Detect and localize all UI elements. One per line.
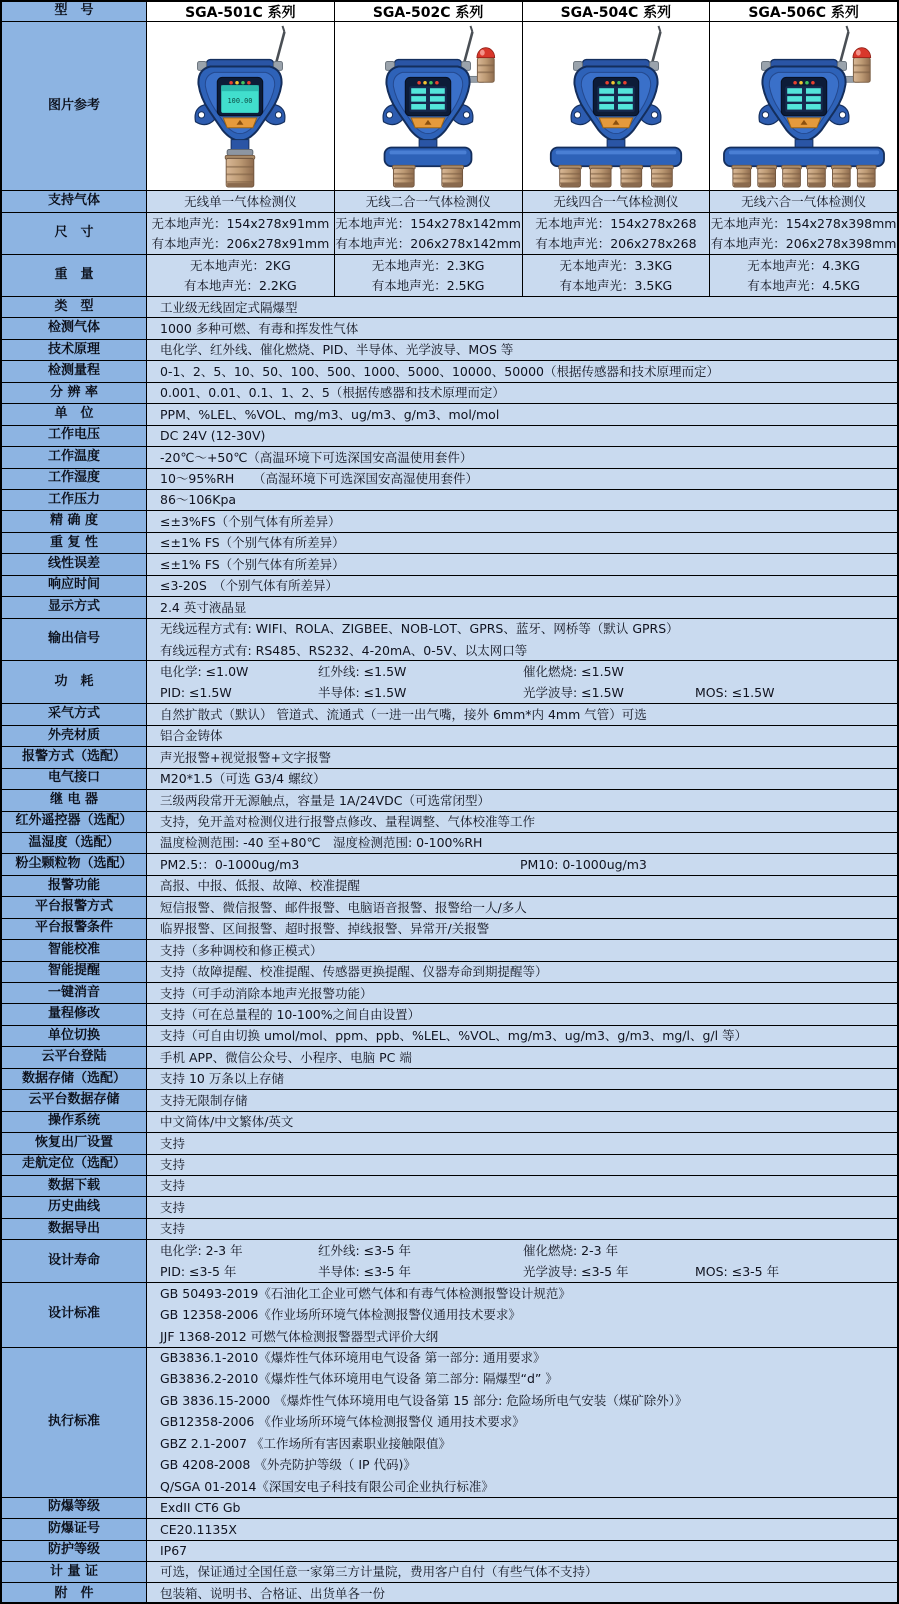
spec-value: 支持 10 万条以上存储 — [160, 1071, 284, 1087]
spec-row — [2, 897, 897, 918]
spec-row-content — [147, 876, 897, 896]
spec-row-label: 技术原理 — [2, 340, 147, 360]
spec-grid-line — [160, 1240, 897, 1261]
spec-row — [2, 1176, 897, 1197]
spec-grid-value: 电化学: ≤1.0W — [160, 663, 249, 679]
spec-value: 手机 APP、微信公众号、小程序、电脑 PC 端 — [160, 1049, 412, 1065]
spec-grid-value: 红外线: ≤1.5W — [318, 663, 407, 679]
spec-row-content — [147, 426, 897, 446]
spec-value: JJF 1368-2012 可燃气体检测报警器型式评价大纲 — [160, 1328, 439, 1344]
spec-row-content — [147, 897, 897, 917]
spec-value: 有线远程方式有: RS485、RS232、4-20mA、0-5V、以太网口等 — [160, 642, 528, 658]
spec-row — [2, 1219, 897, 1240]
spec-row — [2, 1004, 897, 1025]
product-value: 无线二合一气体检测仪 — [365, 193, 491, 209]
spec-row-content — [147, 812, 897, 832]
spec-row-content — [147, 1112, 897, 1132]
spec-grid-value: 电化学: 2-3 年 — [160, 1242, 243, 1258]
spec-value: 铝合金铸体 — [160, 728, 223, 744]
spec-row-label: 数据导出 — [2, 1219, 147, 1239]
spec-row-label: 防爆证号 — [2, 1519, 147, 1539]
product-value: 无本地声光：154x278x142mm — [335, 215, 521, 231]
spec-row — [2, 833, 897, 854]
product-value: 有本地声光：206x278x142mm — [335, 235, 521, 251]
spec-value: GB3836.1-2010《爆炸性气体环境用电气设备 第一部分: 通用要求》 — [160, 1350, 546, 1365]
spec-row-label: 重 复 性 — [2, 533, 147, 553]
spec-row — [2, 297, 897, 318]
spec-row-content — [147, 983, 897, 1003]
spec-row-label: 工作湿度 — [2, 469, 147, 489]
product-row — [2, 191, 897, 213]
spec-value: 支持 — [160, 1135, 186, 1151]
spec-row-content — [147, 1283, 897, 1346]
spec-row-label: 操作系统 — [2, 1112, 147, 1132]
spec-row-content — [147, 1219, 897, 1239]
spec-row-content — [147, 490, 897, 510]
spec-row — [2, 1197, 897, 1218]
spec-row-content — [147, 1155, 897, 1175]
spec-row — [2, 318, 897, 339]
spec-value: ≤±3%FS（个别气体有所差异） — [160, 513, 341, 529]
spec-grid-value: PM2.5:：0-1000ug/m3 — [160, 856, 300, 872]
spec-value: Q/SGA 01-2014《深国安电子科技有限公司企业执行标准》 — [160, 1478, 494, 1494]
product-value: 有本地声光：4.5KG — [747, 277, 860, 293]
spec-row-label: 平台报警方式 — [2, 897, 147, 917]
spec-row — [2, 490, 897, 511]
spec-row — [2, 597, 897, 618]
spec-value: 可选，保证通过全国任意一家第三方计量院，费用客户自付（有些气体不支持） — [160, 1564, 598, 1580]
spec-row-label: 功 耗 — [2, 661, 147, 703]
product-value: 无本地声光：4.3KG — [747, 257, 860, 273]
spec-row-label: 红外遥控器（选配） — [2, 812, 147, 832]
product-value: 无本地声光：154x278x398mm — [710, 215, 897, 231]
spec-value: M20*1.5（可选 G3/4 螺纹） — [160, 771, 326, 787]
spec-value: 高报、中报、低报、故障、校准提醒 — [160, 878, 361, 894]
svg-text:100.00: 100.00 — [227, 97, 253, 106]
spec-row-label: 报警方式（选配） — [2, 747, 147, 767]
spec-row-label: 附 件 — [2, 1583, 147, 1604]
spec-row-content — [147, 404, 897, 424]
spec-value: GB12358-2006 《作业场所环境气体检测报警仪 通用技术要求》 — [160, 1414, 525, 1430]
spec-row-content — [147, 790, 897, 810]
product-value: 有本地声光：3.5KG — [559, 277, 673, 293]
spec-grid-value — [695, 661, 897, 682]
spec-row-label: 恢复出厂设置 — [2, 1133, 147, 1153]
spec-row-label: 输出信号 — [2, 619, 147, 661]
spec-row — [2, 1047, 897, 1068]
sga-504c-detector-image-cell — [523, 22, 711, 190]
model-name-1: SGA-502C 系列 — [335, 2, 523, 21]
spec-row — [2, 876, 897, 897]
spec-row-label: 工作压力 — [2, 490, 147, 510]
spec-value: DC 24V (12-30V) — [160, 428, 266, 444]
spec-row — [2, 554, 897, 575]
spec-row — [2, 383, 897, 404]
spec-row-content — [147, 1498, 897, 1518]
spec-row-content — [147, 511, 897, 531]
spec-row-content — [147, 340, 897, 360]
spec-row-content — [147, 726, 897, 746]
spec-row — [2, 511, 897, 532]
product-value: 无本地声光：2KG — [189, 257, 291, 273]
spec-row-label: 工作温度 — [2, 447, 147, 467]
product-value-cell — [147, 191, 335, 212]
product-value: 有本地声光：206x278x91mm — [151, 235, 330, 251]
spec-value: 支持 — [160, 1221, 186, 1237]
spec-value: GB 3836.15-2000 《爆炸性气体环境用电气设备第 15 部分: 危险场所电气安装（煤矿除外）》 — [160, 1392, 688, 1408]
product-value: 有本地声光：206x278x268 — [535, 235, 697, 251]
spec-value: PPM、%LEL、%VOL、mg/m3、ug/m3、g/m3、mol/mol — [160, 406, 500, 422]
spec-row-label: 智能校准 — [2, 940, 147, 960]
model-name-0: SGA-501C 系列 — [147, 2, 335, 21]
spec-row — [2, 1283, 897, 1347]
spec-row-label: 历史曲线 — [2, 1197, 147, 1217]
spec-row — [2, 704, 897, 725]
model-row-label: 型 号 — [2, 2, 147, 21]
spec-value: 包装箱、说明书、合格证、出货单各一份 — [160, 1586, 386, 1602]
spec-grid-value: 红外线: ≤3-5 年 — [318, 1242, 412, 1258]
spec-value: 86～106Kpa — [160, 492, 237, 508]
product-value-cell — [335, 191, 523, 212]
spec-value: 电化学、红外线、催化燃烧、PID、半导体、光学波导、MOS 等 — [160, 342, 514, 358]
spec-row-label: 设计寿命 — [2, 1240, 147, 1282]
product-value: 无线单一气体检测仪 — [184, 193, 297, 209]
product-row-label: 支持气体 — [2, 191, 147, 212]
spec-value: 温度检测范围: -40 至+80℃ 湿度检测范围: 0-100%RH — [160, 835, 483, 851]
spec-grid-value: 催化燃烧: ≤1.5W — [523, 663, 624, 679]
spec-row-content — [147, 1176, 897, 1196]
spec-value: 支持（故障提醒、校准提醒、传感器更换提醒、仪器寿命到期提醒等） — [160, 964, 548, 980]
spec-row — [2, 1026, 897, 1047]
sga-502c-detector-image — [335, 23, 521, 189]
spec-grid-line — [160, 661, 897, 682]
spec-row — [2, 812, 897, 833]
spec-row — [2, 469, 897, 490]
spec-row — [2, 1348, 897, 1498]
spec-value: 工业级无线固定式隔爆型 — [160, 299, 298, 315]
spec-row-label: 显示方式 — [2, 597, 147, 617]
spec-grid-value: 光学波导: ≤3-5 年 — [523, 1264, 629, 1280]
spec-row-label: 走航定位（选配） — [2, 1155, 147, 1175]
spec-row — [2, 790, 897, 811]
product-value: 无本地声光：154x278x91mm — [151, 215, 330, 231]
spec-value: GB 4208-2008 《外壳防护等级（ IP 代码)》 — [160, 1457, 416, 1473]
spec-value: 支持 — [160, 1199, 186, 1215]
alarm-beacon — [468, 48, 495, 83]
spec-row-content — [147, 1004, 897, 1024]
spec-row-label: 类 型 — [2, 297, 147, 317]
spec-value: 0.001、0.01、0.1、1、2、5（根据传感器和技术原理而定） — [160, 385, 505, 401]
product-value-cell — [710, 255, 897, 296]
spec-row-label: 单位切换 — [2, 1026, 147, 1046]
product-value: 无本地声光：3.3KG — [559, 257, 673, 273]
spec-value: ≤3-20S （个别气体有所差异） — [160, 578, 339, 594]
spec-row-label: 数据下载 — [2, 1176, 147, 1196]
spec-grid-value: 光学波导: ≤1.5W — [523, 685, 624, 701]
spec-grid-value: 催化燃烧: 2-3 年 — [523, 1242, 619, 1258]
spec-row — [2, 447, 897, 468]
spec-row — [2, 1498, 897, 1519]
spec-row-content — [147, 1197, 897, 1217]
spec-row-content — [147, 1133, 897, 1153]
image-row-label: 图片参考 — [2, 22, 147, 190]
product-value: 有本地声光：2.2KG — [183, 277, 297, 293]
spec-value: 支持（可手动消除本地声光报警功能） — [160, 985, 373, 1001]
spec-row-label: 工作电压 — [2, 426, 147, 446]
product-value-cell — [147, 255, 335, 296]
spec-value: IP67 — [160, 1543, 188, 1559]
spec-row-label: 执行标准 — [2, 1348, 147, 1497]
product-value: 无本地声光：154x278x268 — [535, 215, 697, 231]
spec-row-label: 计 量 证 — [2, 1562, 147, 1582]
product-value-cell — [523, 213, 711, 254]
spec-value: 三级两段常开无源触点，容量是 1A/24VDC（可选常闭型） — [160, 792, 490, 808]
spec-row-label: 报警功能 — [2, 876, 147, 896]
spec-row-content — [147, 619, 897, 661]
sga-501c-detector-image-cell — [147, 22, 335, 190]
sga-506c-detector-image-cell — [710, 22, 897, 190]
spec-value: ≤±1% FS（个别气体有所差异） — [160, 556, 345, 572]
spec-grid-value: 半导体: ≤1.5W — [318, 685, 407, 701]
spec-value: 0-1、2、5、10、50、100、500、1000、5000、10000、50000（根据传感器和技术原理而定） — [160, 363, 720, 379]
spec-row-content — [147, 554, 897, 574]
product-row-label: 尺 寸 — [2, 213, 147, 254]
spec-value: 自然扩散式（默认） 管道式、流通式（一进一出气嘴，接外 6mm*内 4mm 气管）可选 — [160, 706, 647, 722]
spec-row — [2, 919, 897, 940]
spec-value: 临界报警、区间报警、超时报警、掉线报警、异常开/关报警 — [160, 921, 490, 937]
spec-row-label: 云平台登陆 — [2, 1047, 147, 1067]
spec-row-content — [147, 747, 897, 767]
alarm-beacon — [843, 48, 870, 83]
spec-row-label: 粉尘颗粒物（选配） — [2, 854, 147, 874]
spec-value: GB 12358-2006《作业场所环境气体检测报警仪通用技术要求》 — [160, 1307, 521, 1323]
spec-row-content — [147, 940, 897, 960]
spec-row — [2, 404, 897, 425]
spec-row — [2, 661, 897, 704]
spec-row-label: 智能提醒 — [2, 962, 147, 982]
spec-grid-value: MOS: ≤1.5W — [695, 685, 775, 701]
spec-row-content — [147, 919, 897, 939]
spec-row — [2, 940, 897, 961]
spec-value: 2.4 英寸液晶显 — [160, 599, 247, 615]
spec-row — [2, 1133, 897, 1154]
spec-row-content — [147, 361, 897, 381]
spec-row — [2, 619, 897, 662]
spec-row — [2, 1519, 897, 1540]
spec-row-content — [147, 1541, 897, 1561]
spec-value: CE20.1135X — [160, 1521, 237, 1537]
spec-row — [2, 1240, 897, 1283]
spec-row-label: 采气方式 — [2, 704, 147, 724]
spec-row-content — [147, 854, 897, 874]
spec-row-label: 单 位 — [2, 404, 147, 424]
spec-row — [2, 1155, 897, 1176]
spec-row — [2, 1541, 897, 1562]
spec-row — [2, 426, 897, 447]
spec-value: 支持 — [160, 1178, 186, 1194]
model-header-row — [2, 2, 897, 22]
image-reference-row — [2, 22, 897, 191]
spec-row-label: 继 电 器 — [2, 790, 147, 810]
product-value-cell — [147, 213, 335, 254]
spec-grid-value: PM10: 0-1000ug/m3 — [520, 856, 647, 872]
spec-row-label: 一键消音 — [2, 983, 147, 1003]
product-row — [2, 255, 897, 297]
product-value: 无本地声光：2.3KG — [371, 257, 485, 273]
spec-row-content — [147, 1583, 897, 1604]
product-row-label: 重 量 — [2, 255, 147, 296]
product-value: 无线六合一气体检测仪 — [741, 193, 867, 209]
spec-value: ≤±1% FS（个别气体有所差异） — [160, 535, 345, 551]
model-name-2: SGA-504C 系列 — [523, 2, 711, 21]
spec-row-content — [147, 1026, 897, 1046]
spec-row-label: 线性误差 — [2, 554, 147, 574]
spec-row-content — [147, 597, 897, 617]
spec-row-label: 量程修改 — [2, 1004, 147, 1024]
spec-value: 中文简体/中文繁体/英文 — [160, 1114, 294, 1130]
spec-row-content — [147, 1069, 897, 1089]
spec-grid-value: 半导体: ≤3-5 年 — [318, 1264, 412, 1280]
spec-row — [2, 1090, 897, 1111]
spec-row — [2, 576, 897, 597]
sga-502c-detector-image-cell — [335, 22, 523, 190]
product-value: 无线四合一气体检测仪 — [553, 193, 679, 209]
product-value: 有本地声光：2.5KG — [371, 277, 485, 293]
product-value-cell — [710, 213, 897, 254]
spec-row-label: 防爆等级 — [2, 1498, 147, 1518]
spec-grid-value — [695, 1240, 897, 1261]
spec-row-content — [147, 1240, 897, 1282]
spec-grid-line — [160, 854, 897, 875]
spec-row — [2, 747, 897, 768]
spec-row-label: 检测气体 — [2, 318, 147, 338]
spec-value: 1000 多种可燃、有毒和挥发性气体 — [160, 320, 359, 336]
spec-row — [2, 533, 897, 554]
spec-row-label: 防护等级 — [2, 1541, 147, 1561]
spec-row-content — [147, 576, 897, 596]
spec-value: 声光报警+视觉报警+文字报警 — [160, 749, 331, 765]
spec-value: 支持（可自由切换 umol/mol、ppm、ppb、%LEL、%VOL、mg/m3、ug/m3、g/m3、mg/l、g/l 等） — [160, 1028, 748, 1044]
product-value-cell — [335, 255, 523, 296]
spec-row — [2, 1583, 897, 1604]
spec-row — [2, 854, 897, 875]
spec-value: 短信报警、微信报警、邮件报警、电脑语音报警、报警给一人/多人 — [160, 899, 527, 915]
spec-row-content — [147, 1047, 897, 1067]
spec-row-label: 外壳材质 — [2, 726, 147, 746]
product-value-cell — [523, 255, 711, 296]
spec-value: 支持（多种调校和修正模式） — [160, 942, 323, 958]
product-row — [2, 213, 897, 255]
sga-506c-detector-image — [711, 23, 897, 189]
spec-row — [2, 340, 897, 361]
spec-grid-value: PID: ≤1.5W — [160, 685, 232, 701]
spec-row-label: 平台报警条件 — [2, 919, 147, 939]
spec-value: ExdII CT6 Gb — [160, 1500, 241, 1516]
spec-row-label: 电气接口 — [2, 769, 147, 789]
sga-501c-detector-image — [147, 23, 333, 189]
spec-row-label: 分 辨 率 — [2, 383, 147, 403]
spec-row-label: 数据存储（选配） — [2, 1069, 147, 1089]
spec-row-content — [147, 661, 897, 703]
spec-value: 10～95%RH （高湿环境下可选深国安高湿使用套件） — [160, 471, 479, 486]
spec-grid-line — [160, 682, 897, 703]
product-value-cell — [335, 213, 523, 254]
spec-value: 无线远程方式有: WIFI、ROLA、ZIGBEE、NOB-LOT、GPRS、蓝牙、网桥等（默认 GPRS） — [160, 621, 679, 637]
spec-row-content — [147, 704, 897, 724]
spec-value: 支持无限制存储 — [160, 1092, 248, 1108]
spec-row — [2, 769, 897, 790]
sga-504c-detector-image — [523, 23, 709, 189]
spec-row-content — [147, 469, 897, 489]
spec-grid-value: PID: ≤3-5 年 — [160, 1264, 237, 1280]
spec-row-content — [147, 1090, 897, 1110]
model-name-3: SGA-506C 系列 — [710, 2, 897, 21]
product-value: 有本地声光：206x278x398mm — [710, 235, 897, 251]
spec-row-content — [147, 297, 897, 317]
spec-row-content — [147, 769, 897, 789]
spec-row-content — [147, 318, 897, 338]
product-value-cell — [710, 191, 897, 212]
spec-value: GBZ 2.1-2007 《工作场所有害因素职业接触限值》 — [160, 1435, 451, 1451]
spec-grid-value: MOS: ≤3-5 年 — [695, 1264, 780, 1280]
spec-row-content — [147, 1562, 897, 1582]
spec-row — [2, 1112, 897, 1133]
spec-row-content — [147, 383, 897, 403]
spec-grid-line — [160, 1261, 897, 1282]
spec-row — [2, 1562, 897, 1583]
spec-value: -20℃～+50℃（高温环境下可选深国安高温使用套件） — [160, 449, 473, 465]
spec-row-label: 响应时间 — [2, 576, 147, 596]
spec-row-content — [147, 962, 897, 982]
spec-row — [2, 983, 897, 1004]
spec-value: 支持，免开盖对检测仪进行报警点修改、量程调整、气体校准等工作 — [160, 814, 536, 830]
spec-row — [2, 361, 897, 382]
spec-value: GB 50493-2019《石油化工企业可燃气体和有毒气体检测报警设计规范》 — [160, 1285, 571, 1301]
spec-row-label: 精 确 度 — [2, 511, 147, 531]
spec-row-label: 云平台数据存储 — [2, 1090, 147, 1110]
spec-row — [2, 726, 897, 747]
spec-row-label: 设计标准 — [2, 1283, 147, 1346]
spec-value: 支持 — [160, 1157, 186, 1173]
spec-row — [2, 1069, 897, 1090]
spec-row-content — [147, 1519, 897, 1539]
spec-row-content — [147, 447, 897, 467]
spec-row — [2, 962, 897, 983]
spec-value: 支持（可在总量程的 10-100%之间自由设置） — [160, 1006, 421, 1022]
spec-row-label: 温湿度（选配） — [2, 833, 147, 853]
product-value-cell — [523, 191, 711, 212]
spec-row-content — [147, 1348, 897, 1497]
spec-value: GB3836.2-2010《爆炸性气体环境用电气设备 第二部分: 隔爆型“d” 》 — [160, 1371, 558, 1387]
spec-row-content — [147, 833, 897, 853]
spec-row-label: 检测量程 — [2, 361, 147, 381]
spec-row-content — [147, 533, 897, 553]
